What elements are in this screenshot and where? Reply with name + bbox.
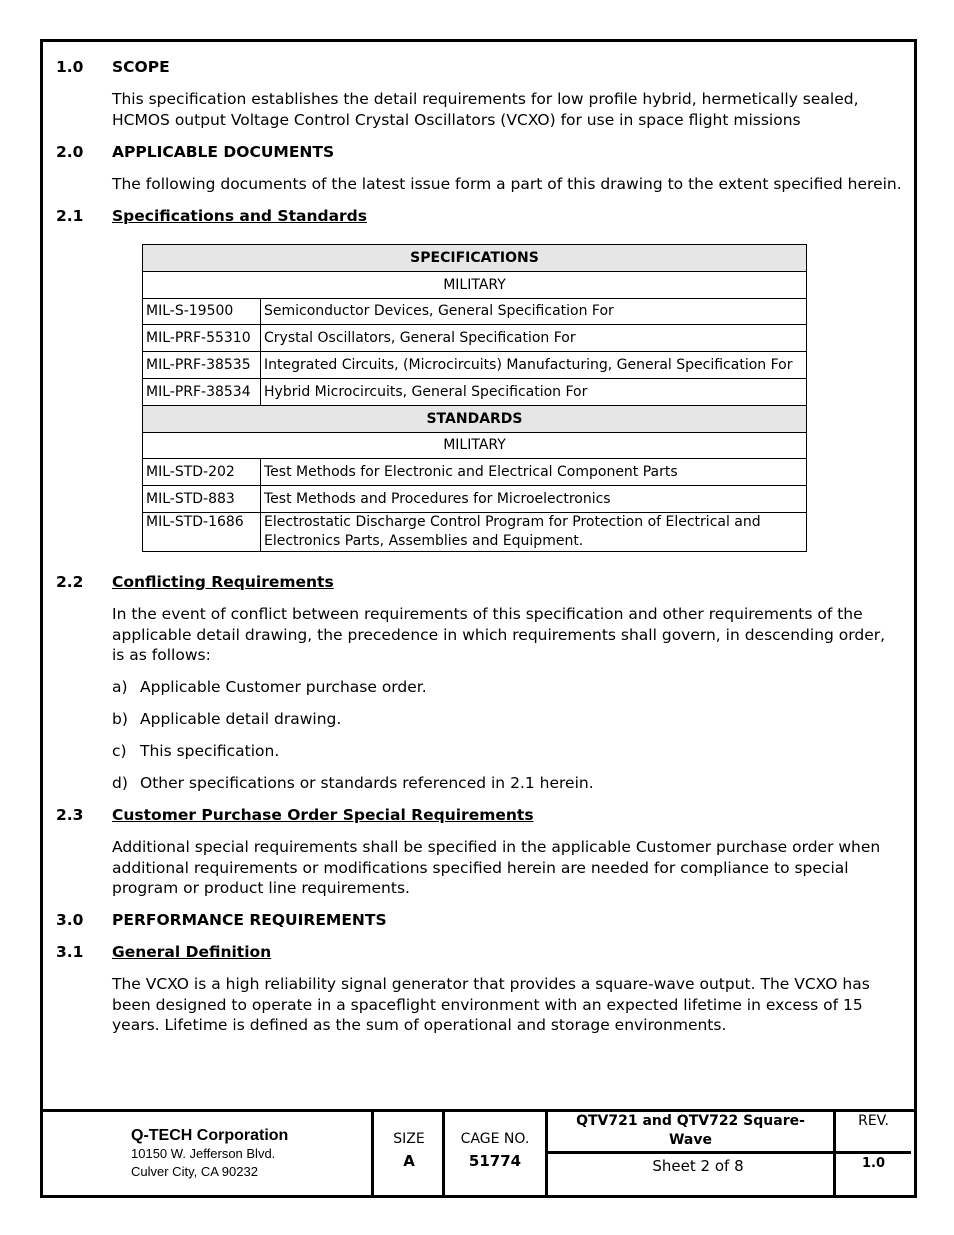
title-block [40, 1109, 914, 1195]
doc-description: Test Methods and Procedures for Microelectronics [261, 486, 807, 513]
section-number: 2.1 [56, 207, 84, 225]
section-title: PERFORMANCE REQUIREMENTS [112, 911, 387, 929]
list-item-letter: a) [112, 678, 128, 696]
section-number: 3.1 [56, 943, 84, 961]
section-text: This specification establishes the detail requirements for low profile hybrid, hermetically sealed, HCMOS output Voltage Control Crystal Oscillators (VCXO) for use in space flight missions [112, 90, 859, 129]
section-text: The VCXO is a high reliability signal generator that provides a square-wave output. The VCXO has been designed to operate in a spaceflight environment with an expected lifetime in excess of 15 years. Lifetime is defined as the sum of operational and storage environments. [112, 975, 870, 1034]
table-group-header [143, 245, 807, 272]
section-title: Customer Purchase Order Special Requirements [112, 806, 534, 824]
doc-description: Integrated Circuits, (Microcircuits) Manufacturing, General Specification For [261, 352, 807, 379]
doc-description: Crystal Oscillators, General Specification For [261, 325, 807, 352]
rev-label: REV. [858, 1113, 889, 1129]
section-title: Conflicting Requirements [112, 573, 334, 591]
section-title: Specifications and Standards [112, 207, 368, 225]
table-subheader: MILITARY [143, 432, 807, 459]
section-number: 2.0 [56, 143, 84, 161]
section-title: General Definition [112, 943, 272, 961]
list-item: Applicable Customer purchase order. [140, 678, 427, 696]
sheet-number: Sheet 2 of 8 [652, 1157, 744, 1175]
drawing-title-line1: QTV721 and QTV722 Square- [576, 1113, 805, 1129]
table-row [143, 298, 807, 325]
section-number: 1.0 [56, 58, 84, 76]
table-row [143, 378, 807, 405]
doc-code: MIL-STD-1686 [143, 512, 261, 551]
doc-description: Test Methods for Electronic and Electrical Component Parts [261, 459, 807, 486]
list-item-letter: c) [112, 742, 127, 760]
doc-code: MIL-PRF-55310 [143, 325, 261, 352]
title-block-mid-rule [545, 1151, 911, 1154]
doc-code: MIL-PRF-38535 [143, 352, 261, 379]
doc-description: Semiconductor Devices, General Specification For [261, 298, 807, 325]
section-number: 2.2 [56, 573, 84, 591]
table-group-title: STANDARDS [143, 405, 807, 432]
company-address-line2: Culver City, CA 90232 [131, 1164, 258, 1179]
specifications-table [142, 244, 807, 552]
table-row [143, 512, 807, 551]
cage-label: CAGE NO. [460, 1131, 530, 1147]
list-item-letter: b) [112, 710, 128, 728]
table-group-header [143, 405, 807, 432]
list-item: Other specifications or standards referenced in 2.1 herein. [140, 774, 594, 792]
doc-code: MIL-STD-202 [143, 459, 261, 486]
doc-description: Electrostatic Discharge Control Program for Protection of Electrical and Electronics Parts, Assemblies and Equipment. [261, 512, 807, 551]
table-subheader: MILITARY [143, 271, 807, 298]
doc-code: MIL-S-19500 [143, 298, 261, 325]
table-row [143, 486, 807, 513]
company-address-line1: 10150 W. Jefferson Blvd. [131, 1146, 276, 1161]
cage-value: 51774 [468, 1152, 522, 1170]
rev-value: 1.0 [861, 1156, 886, 1171]
title-block-top-rule [40, 1109, 914, 1112]
section-number: 3.0 [56, 911, 84, 929]
doc-description: Hybrid Microcircuits, General Specification For [261, 378, 807, 405]
table-row [143, 352, 807, 379]
list-item-letter: d) [112, 774, 128, 792]
section-number: 2.3 [56, 806, 84, 824]
table-row [143, 325, 807, 352]
list-item: Applicable detail drawing. [140, 710, 342, 728]
section-text: In the event of conflict between requirements of this specification and other requirements of the applicable detail drawing, the precedence in which requirements shall govern, in descending order, is as follows: [112, 605, 886, 664]
list-item: This specification. [140, 742, 280, 760]
table-row [143, 459, 807, 486]
section-text: The following documents of the latest issue form a part of this drawing to the extent specified herein. [112, 175, 902, 193]
table-group-title: SPECIFICATIONS [143, 245, 807, 272]
section-text: Additional special requirements shall be specified in the applicable Customer purchase order when additional requirements or modifications specified herein are needed for compliance to special program or product line requirements. [112, 838, 881, 897]
drawing-title-line2: Wave [668, 1132, 712, 1148]
doc-code: MIL-STD-883 [143, 486, 261, 513]
size-label: SIZE [393, 1131, 425, 1147]
size-value: A [403, 1152, 415, 1170]
doc-code: MIL-PRF-38534 [143, 378, 261, 405]
section-title: APPLICABLE DOCUMENTS [112, 143, 335, 161]
company-name: Q-TECH Corporation [131, 1127, 289, 1144]
section-title: SCOPE [112, 58, 170, 76]
